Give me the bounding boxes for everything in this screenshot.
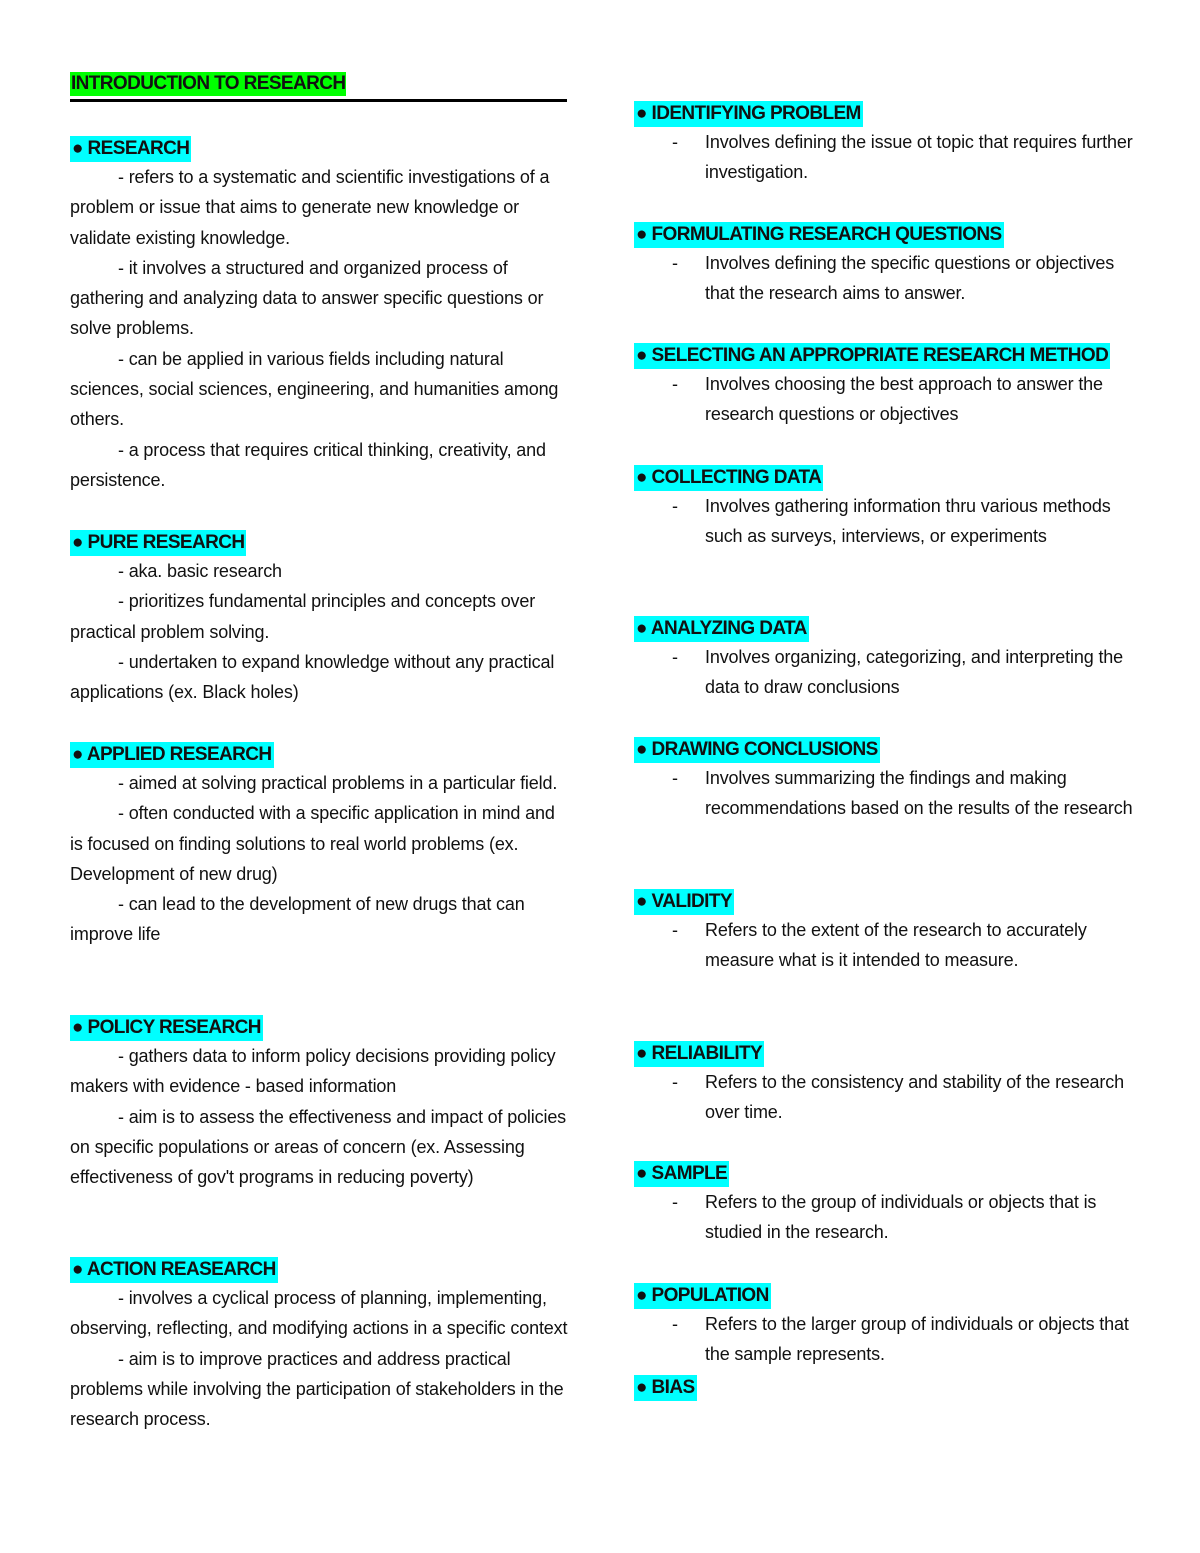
section-heading: ● POPULATION	[634, 1283, 771, 1309]
section-point: - a process that requires critical thinking, creativity, and persistence.	[70, 439, 546, 490]
section-heading: ● FORMULATING RESEARCH QUESTIONS	[634, 222, 1004, 248]
section-point: - aim is to assess the effectiveness and impact of policies on specific populations or areas of concern (ex. Assessing effectiveness of gov't programs in reducing poverty)	[70, 1106, 567, 1188]
section-point: - Involves defining the specific questions or objectives that the research aims to answer.	[672, 253, 1115, 304]
section-point: - involves a cyclical process of planning, implementing, observing, reflecting, and modifying actions in a specific context	[70, 1288, 568, 1339]
section-heading: ● VALIDITY	[634, 889, 734, 915]
section-validity	[634, 889, 1134, 976]
section-point: - Refers to the extent of the research to accurately measure what is it intended to measure.	[672, 920, 1087, 971]
section-policy-research	[70, 1015, 570, 1192]
section-heading: ● SELECTING AN APPROPRIATE RESEARCH METHOD	[634, 343, 1110, 369]
section-population	[634, 1283, 1134, 1370]
section-heading: ● BIAS	[634, 1375, 697, 1401]
section-point: - Involves summarizing the findings and making recommendations based on the results of the research	[672, 768, 1133, 819]
section-collecting-data	[634, 465, 1134, 552]
section-point: - Involves gathering information thru various methods such as surveys, interviews, or experiments	[672, 496, 1111, 547]
section-point: - can lead to the development of new drugs that can improve life	[70, 894, 525, 945]
section-point: - Involves defining the issue ot topic that requires further investigation.	[672, 132, 1133, 183]
section-point: - Refers to the group of individuals or objects that is studied in the research.	[672, 1192, 1097, 1243]
section-point: - prioritizes fundamental principles and concepts over practical problem solving.	[70, 591, 536, 642]
section-action-research	[70, 1257, 570, 1434]
section-heading: ● COLLECTING DATA	[634, 465, 823, 491]
section-heading: ● SAMPLE	[634, 1161, 729, 1187]
section-point: - it involves a structured and organized process of gathering and analyzing data to answer specific questions or solve problems.	[70, 257, 544, 339]
section-point: - aim is to improve practices and address practical problems while involving the participation of stakeholders in the research process.	[70, 1348, 564, 1430]
section-applied-research	[70, 742, 570, 950]
section-heading: ● RELIABILITY	[634, 1041, 764, 1067]
section-drawing-conclusions	[634, 737, 1134, 824]
document-title	[70, 72, 567, 102]
section-research	[70, 136, 570, 495]
section-heading: ● RESEARCH	[70, 136, 191, 162]
section-point: - Refers to the consistency and stability of the research over time.	[672, 1072, 1124, 1123]
section-point: - gathers data to inform policy decisions providing policy makers with evidence - based information	[70, 1046, 556, 1097]
section-point: - Refers to the larger group of individuals or objects that the sample represents.	[672, 1314, 1129, 1365]
section-bias	[634, 1375, 1134, 1401]
section-point: - often conducted with a specific application in mind and is focused on finding solutions to real world problems (ex. Development of new drug)	[70, 803, 555, 884]
section-heading: ● IDENTIFYING PROBLEM	[634, 101, 863, 127]
section-point: - undertaken to expand knowledge without any practical applications (ex. Black holes)	[70, 651, 555, 703]
section-heading: ● APPLIED RESEARCH	[70, 742, 274, 768]
section-formulating-questions	[634, 222, 1134, 309]
section-heading: ● PURE RESEARCH	[70, 530, 246, 556]
section-reliability	[634, 1041, 1134, 1128]
section-heading: ● DRAWING CONCLUSIONS	[634, 737, 880, 763]
section-analyzing-data	[634, 616, 1134, 703]
section-pure-research	[70, 530, 570, 707]
section-point: - Involves choosing the best approach to answer the research questions or objectives	[672, 374, 1103, 425]
section-heading: ● POLICY RESEARCH	[70, 1015, 263, 1041]
section-selecting-method	[634, 343, 1134, 430]
section-point: - can be applied in various fields including natural sciences, social sciences, engineering, and humanities among others.	[70, 348, 559, 430]
section-identifying-problem	[634, 101, 1134, 188]
section-heading: ● ANALYZING DATA	[634, 616, 809, 642]
section-point: - aka. basic research	[118, 561, 282, 581]
document-title-text: INTRODUCTION TO RESEARCH	[71, 73, 346, 94]
section-point: - aimed at solving practical problems in a particular field.	[118, 773, 558, 793]
section-point: - refers to a systematic and scientific investigations of a problem or issue that aims to generate new knowledge or validate existing knowledge.	[70, 167, 550, 248]
section-sample	[634, 1161, 1134, 1248]
section-heading: ● ACTION REASEARCH	[70, 1257, 278, 1283]
section-point: - Involves organizing, categorizing, and interpreting the data to draw conclusions	[672, 647, 1124, 698]
